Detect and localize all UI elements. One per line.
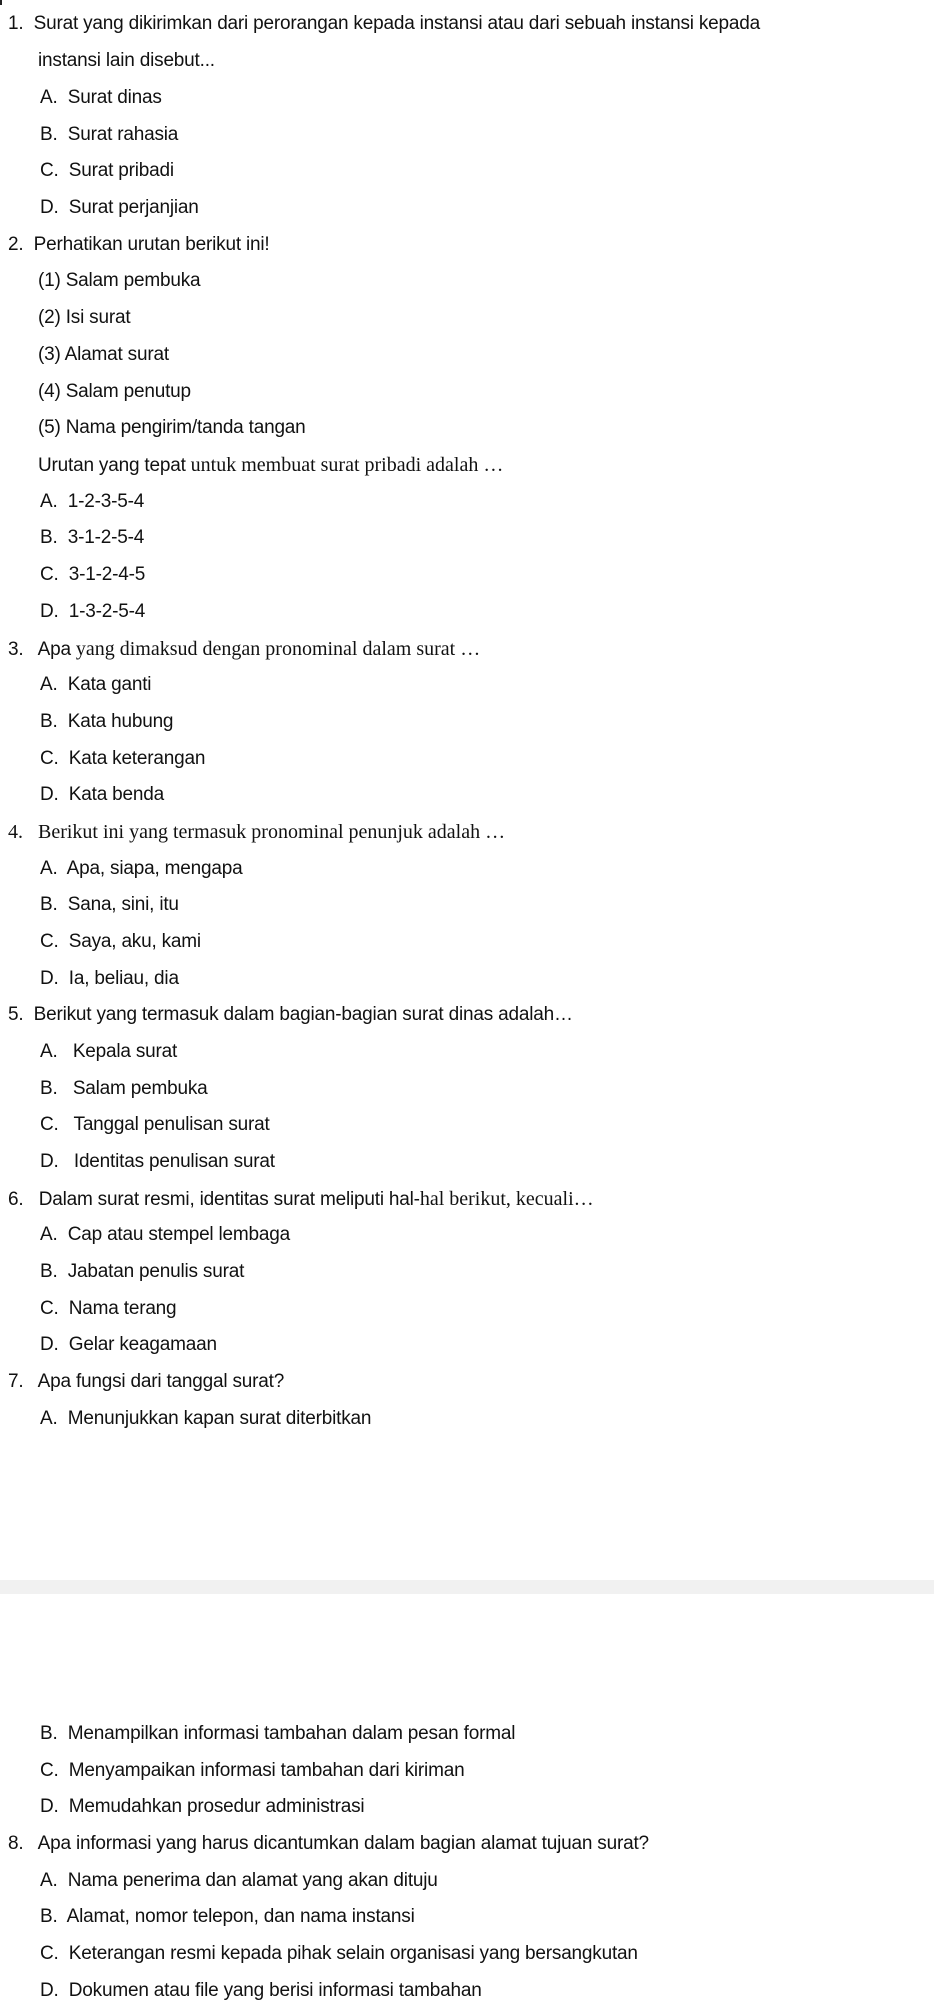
option-d: D. Identitas penulisan surat: [40, 1151, 275, 1172]
question-number: 8.: [8, 1833, 24, 1854]
option-a: A. Surat dinas: [40, 87, 162, 108]
question-2: [8, 233, 270, 257]
option-b: B. Jabatan penulis surat: [40, 1261, 245, 1282]
option-d: D. Ia, beliau, dia: [40, 968, 179, 989]
option-d: D. Gelar keagamaan: [40, 1334, 217, 1355]
option-a: A. Nama penerima dan alamat yang akan dituju: [40, 1870, 438, 1891]
corner-mark: [0, 0, 2, 5]
question-3: 3. Apa yang dimaksud dengan pronominal dalam surat …: [8, 638, 481, 660]
question-number: 3.: [8, 639, 24, 660]
option-d: D. Memudahkan prosedur administrasi: [40, 1796, 365, 1817]
question-6: 6. Dalam surat resmi, identitas surat meliputi hal-hal berikut, kecuali…: [8, 1188, 594, 1210]
sequence-item-5: (5) Nama pengirim/tanda tangan: [38, 417, 306, 438]
option-d: D. Surat perjanjian: [40, 197, 199, 218]
option-b: B. Surat rahasia: [40, 124, 179, 145]
option-a: A. 1-2-3-5-4: [40, 491, 145, 512]
option-a: A. Menunjukkan kapan surat diterbitkan: [40, 1408, 372, 1429]
question-5: [8, 1003, 573, 1027]
option-a: A. Apa, siapa, mengapa: [40, 858, 243, 879]
page-break-band: [0, 1580, 934, 1594]
question-8: [8, 1832, 649, 1856]
question-text: Berikut ini yang termasuk pronominal penunjuk adalah …: [38, 821, 506, 843]
option-c: C. Tanggal penulisan surat: [40, 1114, 270, 1135]
sequence-item-3: (3) Alamat surat: [38, 344, 169, 365]
question-text: Berikut yang termasuk dalam bagian-bagian surat dinas adalah…: [33, 1004, 573, 1025]
question-text: Apa informasi yang harus dicantumkan dalam bagian alamat tujuan surat?: [37, 1833, 649, 1854]
question-7: [8, 1370, 284, 1394]
question-prompt: Urutan yang tepat untuk membuat surat pribadi adalah …: [38, 454, 504, 476]
question-4: [8, 820, 505, 844]
option-c: C. Keterangan resmi kepada pihak selain organisasi yang bersangkutan: [40, 1943, 638, 1964]
option-c: C. Nama terang: [40, 1298, 177, 1319]
question-text: Apa fungsi dari tanggal surat?: [37, 1371, 285, 1392]
option-d: D. Dokumen atau file yang berisi informasi tambahan: [40, 1980, 482, 2001]
sequence-item-2: (2) Isi surat: [38, 307, 131, 328]
question-text: Surat yang dikirimkan dari perorangan kepada instansi atau dari sebuah instansi kepada: [33, 13, 761, 34]
question-number: 4.: [8, 821, 23, 843]
question-number: 2.: [8, 234, 24, 255]
option-a: A. Kata ganti: [40, 674, 152, 695]
question-number: 5.: [8, 1004, 24, 1025]
question-number: 1.: [8, 13, 24, 34]
sequence-item-1: (1) Salam pembuka: [38, 270, 201, 291]
question-number: 7.: [8, 1371, 24, 1392]
option-c: C. Saya, aku, kami: [40, 931, 201, 952]
option-a: A. Kepala surat: [40, 1041, 178, 1062]
sequence-item-4: (4) Salam penutup: [38, 381, 191, 402]
option-c: C. Surat pribadi: [40, 160, 174, 181]
question-number: 6.: [8, 1189, 24, 1210]
option-d: D. Kata benda: [40, 784, 164, 805]
option-b: B. Alamat, nomor telepon, dan nama instansi: [40, 1906, 415, 1927]
question-text-continued: instansi lain disebut...: [38, 50, 215, 71]
option-b: B. Kata hubung: [40, 711, 174, 732]
option-c: C. Kata keterangan: [40, 748, 206, 769]
option-b: B. Salam pembuka: [40, 1078, 208, 1099]
option-c: C. Menyampaikan informasi tambahan dari kiriman: [40, 1760, 465, 1781]
option-c: C. 3-1-2-4-5: [40, 564, 146, 585]
option-d: D. 1-3-2-5-4: [40, 601, 146, 622]
option-a: A. Cap atau stempel lembaga: [40, 1224, 291, 1245]
question-text: Perhatikan urutan berikut ini!: [33, 234, 270, 255]
option-b: B. 3-1-2-5-4: [40, 527, 145, 548]
option-b: B. Menampilkan informasi tambahan dalam pesan formal: [40, 1723, 516, 1744]
option-b: B. Sana, sini, itu: [40, 894, 179, 915]
question-1: [8, 12, 760, 36]
